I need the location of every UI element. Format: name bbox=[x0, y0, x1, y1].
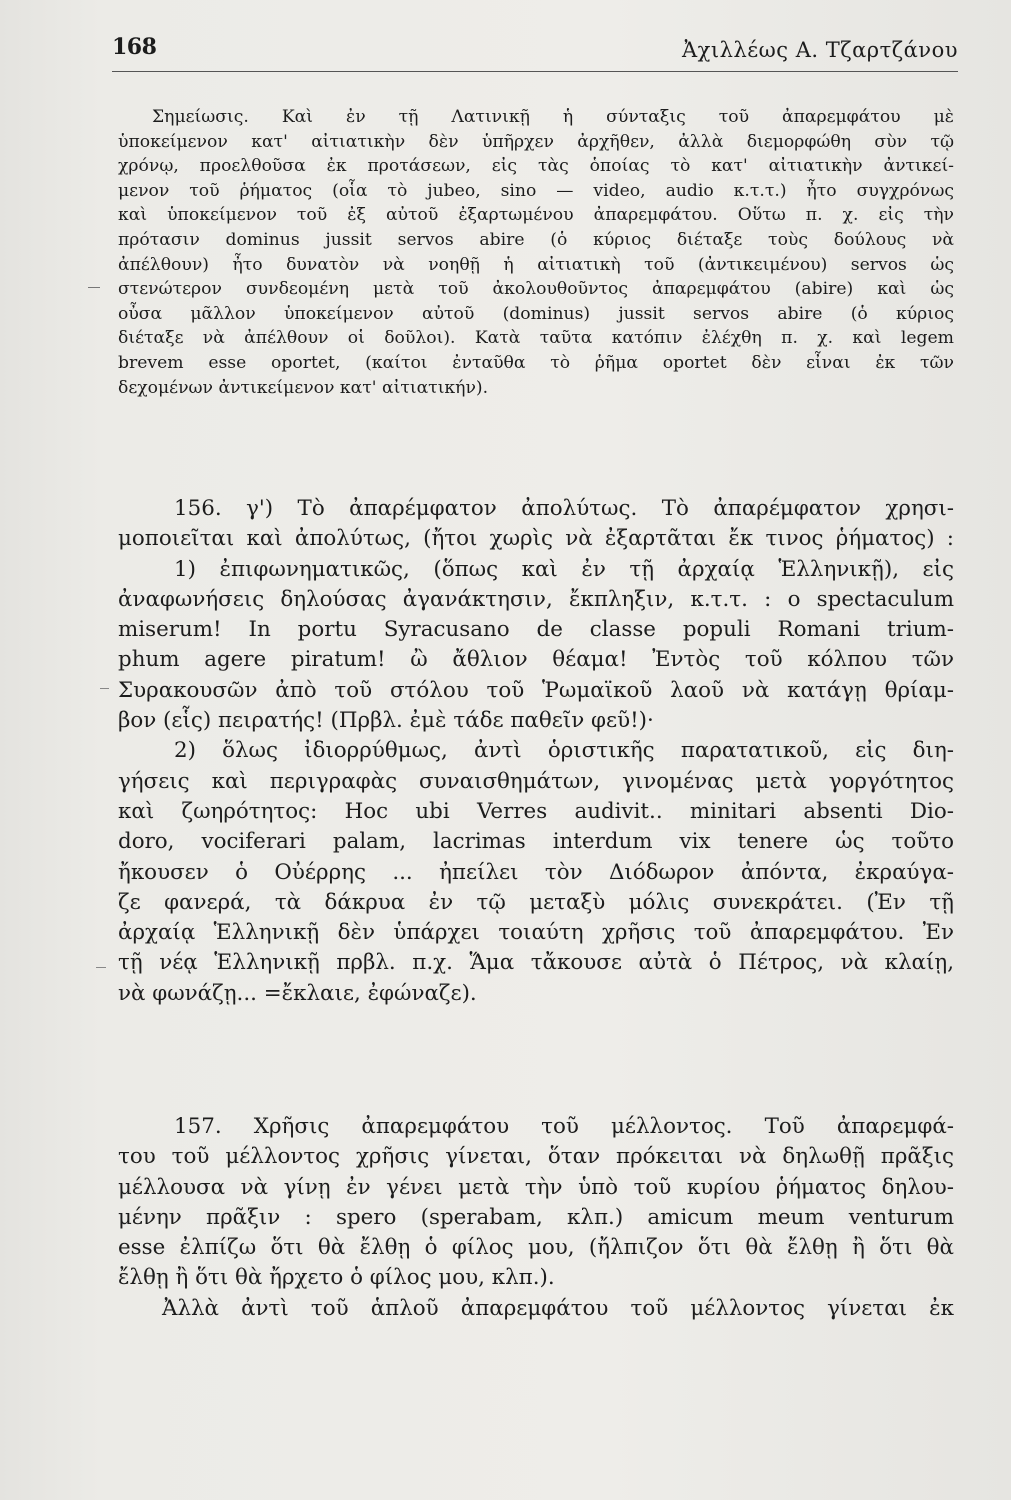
running-head: Ἀχιλλέως Α. Τζαρτζάνου bbox=[682, 38, 958, 62]
header-rule bbox=[112, 71, 958, 72]
text-line: 2) ὅλως ἰδιορρύθμως, ἀντὶ ὁριστικῆς παρατατικοῦ, εἰς διη- bbox=[174, 738, 954, 764]
text-line: του τοῦ μέλλοντος χρῆσις γίνεται, ὅταν πρόκειται νὰ δηλωθῇ πρᾶξις bbox=[118, 1144, 954, 1170]
page-header bbox=[112, 34, 958, 68]
text-line: Ἀλλὰ ἀντὶ τοῦ ἁπλοῦ ἀπαρεμφάτου τοῦ μέλλοντος γίνεται ἐκ bbox=[162, 1295, 954, 1321]
text-line: στενώτερον συνδεομένη μετὰ τοῦ ἀκολουθοῦντος ἀπαρεμφάτου (abire) καὶ ὡς bbox=[118, 279, 954, 300]
margin-mark bbox=[88, 287, 100, 288]
page-number: 168 bbox=[112, 34, 157, 60]
text-line: διέταξε νὰ ἀπέλθουν οἱ δοῦλοι). Κατὰ ταῦτα κατόπιν ἐλέχθη π. χ. καὶ legem bbox=[118, 328, 954, 349]
text-line: οὖσα μᾶλλον ὑποκείμενον αὐτοῦ (dominus) jussit servos abire (ὁ κύριος bbox=[118, 303, 954, 324]
text-line: esse ἐλπίζω ὅτι θὰ ἔλθῃ ὁ φίλος μου, (ἤλπιζον ὅτι θὰ ἔλθῃ ἢ ὅτι θὰ bbox=[118, 1235, 954, 1261]
text-line: καὶ ὑποκείμενον τοῦ ἐξ αὐτοῦ ἐξαρτωμένου ἀπαρεμφάτου. Οὕτω π. χ. εἰς τὴν bbox=[118, 205, 954, 226]
section-156 bbox=[118, 494, 954, 1009]
text-line: ἀπέλθουν) ἦτο δυνατὸν νὰ νοηθῇ ἡ αἰτιατικὴ τοῦ (ἀντικειμένου) servos ὡς bbox=[118, 254, 954, 275]
text-line: doro, vociferari palam, lacrimas interdum vix tenere ὡς τοῦτο bbox=[118, 829, 954, 855]
section-157 bbox=[118, 1112, 954, 1324]
text-line: ὑποκείμενον κατ' αἰτιατικὴν δὲν ὑπῆρχεν ἀρχῆθεν, ἀλλὰ διεμορφώθη σὺν τῷ bbox=[118, 131, 954, 152]
text-line: ἤκουσεν ὁ Οὐέρρης ... ἠπείλει τὸν Διόδωρον ἀπόντα, ἐκραύγα- bbox=[118, 859, 954, 885]
text-line: τῇ νέᾳ Ἑλληνικῇ πρβλ. π.χ. Ἅμα τἄκουσε αὐτὰ ὁ Πέτρος, νὰ κλαίῃ, bbox=[118, 950, 954, 976]
section-heading-line: 156. γ') Τὸ ἀπαρέμφατον ἀπολύτως. Τὸ ἀπαρέμφατον χρησι- bbox=[174, 496, 954, 521]
text-line: ζε φανερά, τὰ δάκρυα ἐν τῷ μεταξὺ μόλις συνεκράτει. (Ἐν τῇ bbox=[118, 889, 954, 915]
text-line: νὰ φωνάζῃ... =ἔκλαιε, ἐφώναζε). bbox=[118, 980, 477, 1006]
text-line: Συρακουσῶν ἀπὸ τοῦ στόλου τοῦ Ῥωμαϊκοῦ λαοῦ νὰ κατάγῃ θρίαμ- bbox=[118, 677, 954, 703]
text-line: ἀναφωνήσεις δηλούσας ἀγανάκτησιν, ἔκπληξιν, κ.τ.τ. : o spectaculum bbox=[118, 586, 954, 612]
text-line: μενον τοῦ ῥήματος (οἷα τὸ jubeo, sino — video, audio κ.τ.τ.) ἦτο συγχρόνως bbox=[118, 180, 954, 201]
text-line: μοποιεῖται καὶ ἀπολύτως, (ἤτοι χωρὶς νὰ ἐξαρτᾶται ἔκ τινος ῥήματος) : bbox=[118, 526, 954, 552]
text-line: ἔλθῃ ἢ ὅτι θὰ ἤρχετο ὁ φίλος μου, κλπ.). bbox=[118, 1265, 555, 1291]
text-line: brevem esse oportet, (καίτοι ἐνταῦθα τὸ ῥῆμα oportet δὲν εἶναι ἐκ τῶν bbox=[118, 352, 954, 373]
text-line: καὶ ζωηρότητος: Hoc ubi Verres audivit.. minitari absenti Dio- bbox=[118, 798, 954, 824]
text-line: μένην πρᾶξιν : spero (sperabam, κλπ.) amicum meum venturum bbox=[118, 1204, 954, 1230]
text-line: πρότασιν dominus jussit servos abire (ὁ κύριος διέταξε τοὺς δούλους νὰ bbox=[118, 229, 954, 250]
margin-mark bbox=[96, 967, 106, 968]
text-line: μέλλουσα νὰ γίνῃ ἐν γένει μετὰ τὴν ὑπὸ τοῦ κυρίου ῥήματος δηλου- bbox=[118, 1174, 954, 1200]
text-line: δεχομένων ἀντικείμενον κατ' αἰτιατικήν). bbox=[118, 377, 489, 398]
section-heading-line: 157. Χρῆσις ἀπαρεμφάτου τοῦ μέλλοντος. Τοῦ ἀπαρεμφά- bbox=[174, 1114, 954, 1139]
note-paragraph bbox=[118, 105, 954, 400]
text-line: γήσεις καὶ περιγραφὰς συναισθημάτων, γινομένας μετὰ γοργότητος bbox=[118, 768, 954, 794]
margin-mark bbox=[100, 688, 109, 689]
text-line: miserum! In portu Syracusano de classe populi Romani trium- bbox=[118, 617, 954, 643]
text-line: 1) ἐπιφωνηματικῶς, (ὅπως καὶ ἐν τῇ ἀρχαίᾳ Ἑλληνικῇ), εἰς bbox=[174, 556, 954, 582]
text-line: χρόνῳ, προελθοῦσα ἐκ προτάσεων, εἰς τὰς ὁποίας τὸ κατ' αἰτιατικὴν ἀντικεί- bbox=[118, 156, 954, 177]
text-line: βον (εἷς) πειρατής! (Πρβλ. ἐμὲ τάδε παθεῖν φεῦ!)· bbox=[118, 708, 654, 734]
text-line: ἀρχαίᾳ Ἑλληνικῇ δὲν ὑπάρχει τοιαύτη χρῆσις τοῦ ἀπαρεμφάτου. Ἐν bbox=[118, 920, 954, 946]
text-line: Σημείωσις. Καὶ ἐν τῇ Λατινικῇ ἡ σύνταξις τοῦ ἀπαρεμφάτου μὲ bbox=[152, 107, 954, 127]
text-line: phum agere piratum! ὢ ἄθλιον θέαμα! Ἐντὸς τοῦ κόλπου τῶν bbox=[118, 647, 954, 673]
